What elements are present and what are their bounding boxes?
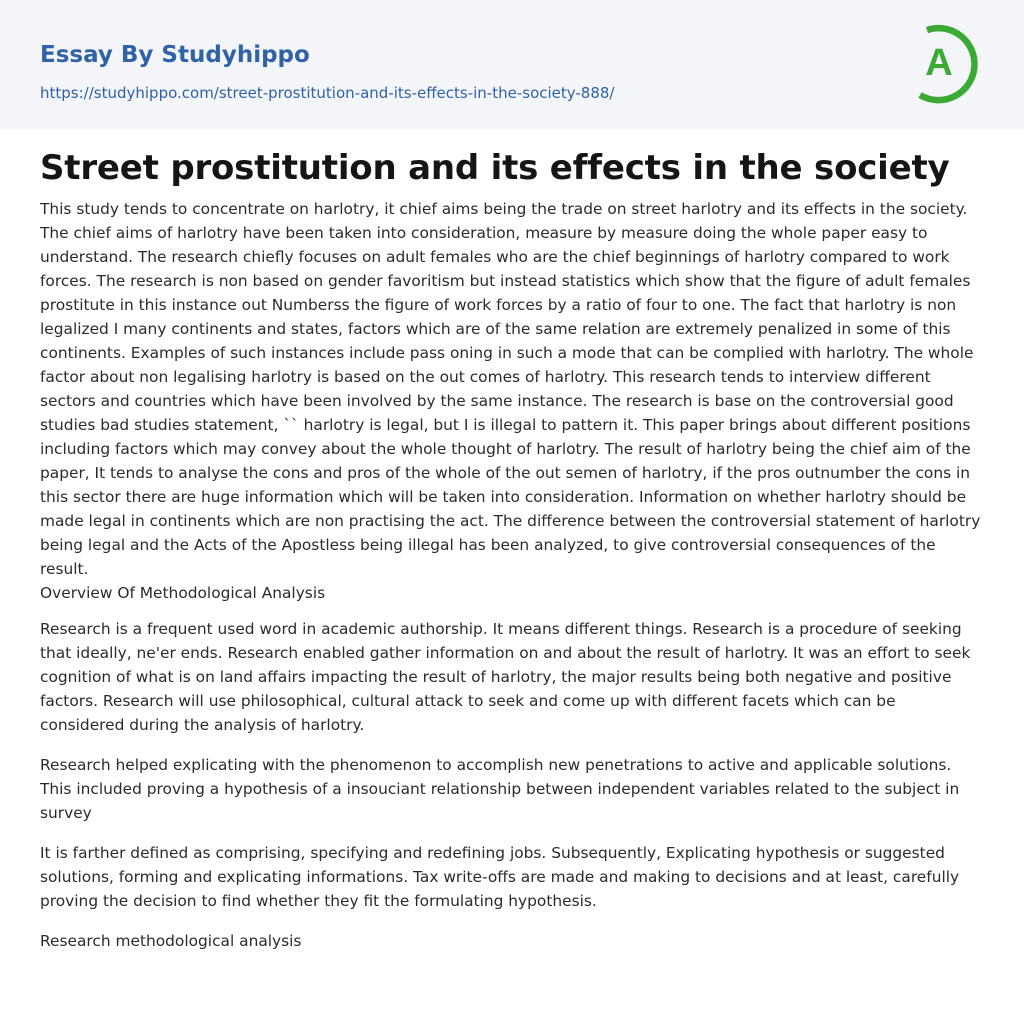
article-title: Street prostitution and its effects in the society xyxy=(40,148,950,188)
paragraph-research-helped: Research helped explicating with the phenomenon to accomplish new penetrations to active and applicable solutions. This included proving a hypothesis of a insouciant relationship between independent variables related to the subject in survey xyxy=(40,756,960,822)
section-heading-overview: Overview Of Methodological Analysis xyxy=(40,584,326,602)
page-header xyxy=(0,0,1024,129)
paragraph-intro: This study tends to concentrate on harlotry, it chief aims being the trade on street harlotry and its effects in the society. The chief aims of harlotry have been taken into consideration, measure by measure doing the whole paper easy to understand. The research chiefly focuses on adult females who are the chief beginnings of harlotry compared to work forces. The research is non based on gender favoritism but instead statistics which show that the figure of adult females prostitute in this instance out Numberss the figure of work forces by a ratio of four to one. The fact that harlotry is non legalized I many continents and states, factors which are of the same relation are extremely penalized in some of this continents. Examples of such instances include pass oning in such a mode that can be complied with harlotry. The whole factor about non legalising harlotry is based on the out comes of harlotry. This research tends to interview different sectors and countries which have been involved by the same instance. The research is base on the controversial good studies bad studies statement, `` harlotry is legal, but I is illegal to pattern it. This paper brings about different positions including factors which may convey about the whole thought of harlotry. The result of harlotry being the chief aim of the paper, It tends to analyse the cons and pros of the whole of the out semen of harlotry, if the pros outnumber the cons in this sector there are huge information which will be taken into consideration. Information on whether harlotry should be made legal in continents which are non practising the act. The difference between the controversial statement of harlotry being legal and the Acts of the Apostless being illegal has been analyzed, to give controversial consequences of the result. xyxy=(40,200,981,578)
article-content xyxy=(40,145,984,969)
paragraph-research-definition: Research is a frequent used word in academic authorship. It means different things. Research is a procedure of seeking that ideally, ne'er ends. Research enabled gather information on and about the result of harlotry. It was an effort to seek cognition of what is on land affairs impacting the result of harlotry, the major results being both negative and positive factors. Research will use philosophical, cultural attack to seek and come up with different facets which can be considered during the analysis of harlotry. xyxy=(40,620,971,734)
studyhippo-logo[interactable] xyxy=(910,18,988,106)
paragraph-further-defined: It is farther defined as comprising, specifying and redefining jobs. Subsequently, Explicating hypothesis or suggested solutions, forming and explicating informations. Tax write-offs are made and making to decisions and at least, carefully proving the decision to find whether they fit the formulating hypothesis. xyxy=(40,844,960,910)
logo-letter: A xyxy=(925,42,953,84)
site-brand[interactable]: Essay By Studyhippo xyxy=(40,42,310,68)
section-heading-methodology: Research methodological analysis xyxy=(40,932,302,950)
article-url-link[interactable]: https://studyhippo.com/street-prostitution-and-its-effects-in-the-society-888/ xyxy=(40,84,615,102)
